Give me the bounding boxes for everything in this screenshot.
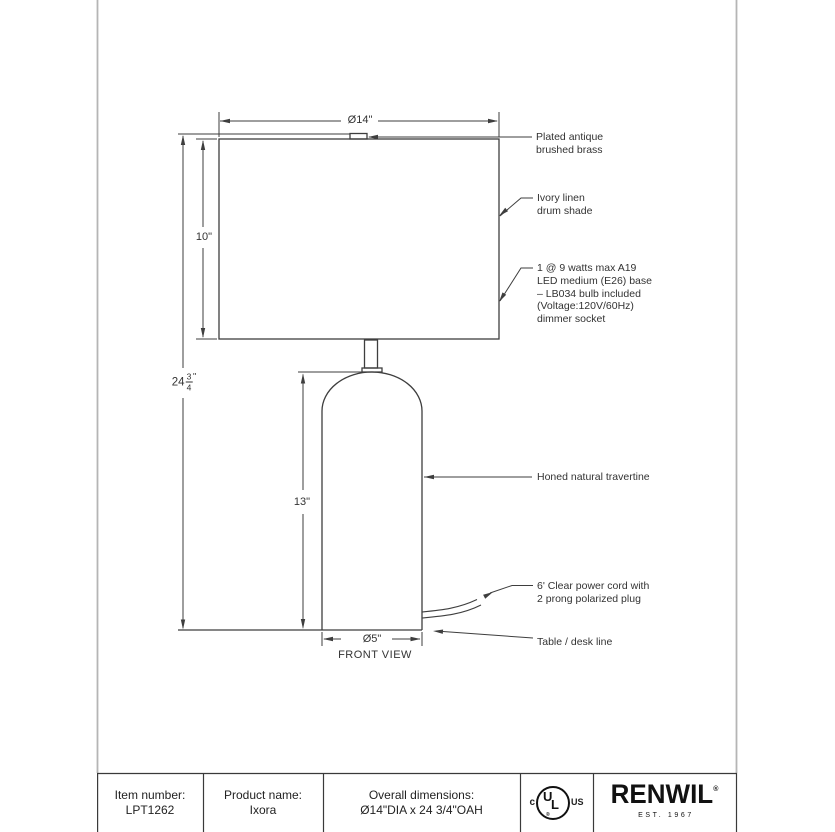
callout-shade xyxy=(537,192,592,218)
ul-registered-mark: ® xyxy=(546,811,550,818)
callout-table-line-line1: Table / desk line xyxy=(537,636,613,648)
overall-numerator: 3 xyxy=(186,371,192,382)
overall-denominator: 4 xyxy=(186,382,192,393)
callout-bulb-line4: (Voltage:120V/60Hz) xyxy=(537,300,634,313)
overall-fraction xyxy=(186,373,193,392)
dim-label-shade-height: 10" xyxy=(195,231,213,243)
callout-base-line1: Honed natural travertine xyxy=(537,471,650,483)
leader-shade xyxy=(500,198,533,216)
callout-bulb xyxy=(537,262,652,326)
ul-circle xyxy=(536,786,570,820)
callout-shade-line1: Ivory linen xyxy=(537,192,585,204)
ul-c-label: c xyxy=(529,796,536,808)
ul-us-label: US xyxy=(571,796,584,807)
footer-cell-product-name xyxy=(203,773,323,832)
callout-bulb-line1: 1 @ 9 watts max A19 xyxy=(537,262,637,274)
callout-bulb-line3: – LB034 bulb included xyxy=(537,287,641,300)
stem-outline xyxy=(365,340,378,368)
arrowheads xyxy=(181,119,508,641)
renwil-logo xyxy=(610,778,719,823)
ul-certification-icon xyxy=(529,786,583,820)
front-view-label: FRONT VIEW xyxy=(338,649,412,661)
power-cord-outline xyxy=(422,600,481,619)
ul-letter-u: U xyxy=(543,788,553,804)
dim-label-base-diameter: Ø5" xyxy=(362,633,382,645)
callout-cord-line1: 6' Clear power cord with xyxy=(537,580,650,592)
callout-base xyxy=(537,471,650,484)
travertine-base-outline xyxy=(322,372,422,630)
renwil-logo-row xyxy=(610,778,719,810)
product-name-value: Ixora xyxy=(249,802,277,817)
product-name-label: Product name: xyxy=(223,787,303,802)
leader-bulb xyxy=(500,268,533,301)
ul-letter-l: L xyxy=(551,796,559,812)
leader-table-line xyxy=(436,631,533,638)
finial-outline xyxy=(350,134,367,140)
callout-cord-line2: 2 prong polarized plug xyxy=(537,592,641,605)
footer-cell-brand xyxy=(593,773,736,832)
footer-cell-overall-dimensions xyxy=(323,773,520,832)
callout-cord xyxy=(537,580,649,606)
callout-table-line xyxy=(537,636,612,649)
dim-label-base-height: 13" xyxy=(293,496,311,508)
leader-cord xyxy=(490,586,533,594)
brand-tagline: EST. 1967 xyxy=(638,812,694,819)
lamp-outline xyxy=(178,134,499,631)
item-number-label: Item number: xyxy=(114,787,186,802)
brand-registered-mark: ® xyxy=(713,786,719,793)
callout-bulb-line2: LED medium (E26) base xyxy=(537,274,652,287)
dim-label-overall-height xyxy=(170,373,199,392)
drum-shade-outline xyxy=(219,139,499,339)
overall-dimensions-value: Ø14"DIA x 24 3/4"OAH xyxy=(360,802,483,817)
footer-cell-item-number xyxy=(97,773,203,832)
callout-finial-line1: Plated antique xyxy=(536,131,604,143)
dim-overall-height xyxy=(178,134,350,628)
dim-label-shade-diameter: Ø14" xyxy=(347,114,373,126)
overall-dimensions-label: Overall dimensions: xyxy=(368,787,475,802)
item-number-value: LPT1262 xyxy=(125,802,175,817)
callout-finial-line2: brushed brass xyxy=(536,143,603,156)
brand-name: RENWIL xyxy=(610,778,714,810)
callout-shade-line2: drum shade xyxy=(537,204,593,217)
callout-finial xyxy=(536,131,603,157)
dimension-lines xyxy=(178,112,533,646)
overall-whole: 24 xyxy=(171,376,185,388)
overall-unit: " xyxy=(193,371,197,381)
callout-bulb-line5: dimmer socket xyxy=(537,313,606,326)
footer-cell-ul-mark xyxy=(520,773,593,832)
